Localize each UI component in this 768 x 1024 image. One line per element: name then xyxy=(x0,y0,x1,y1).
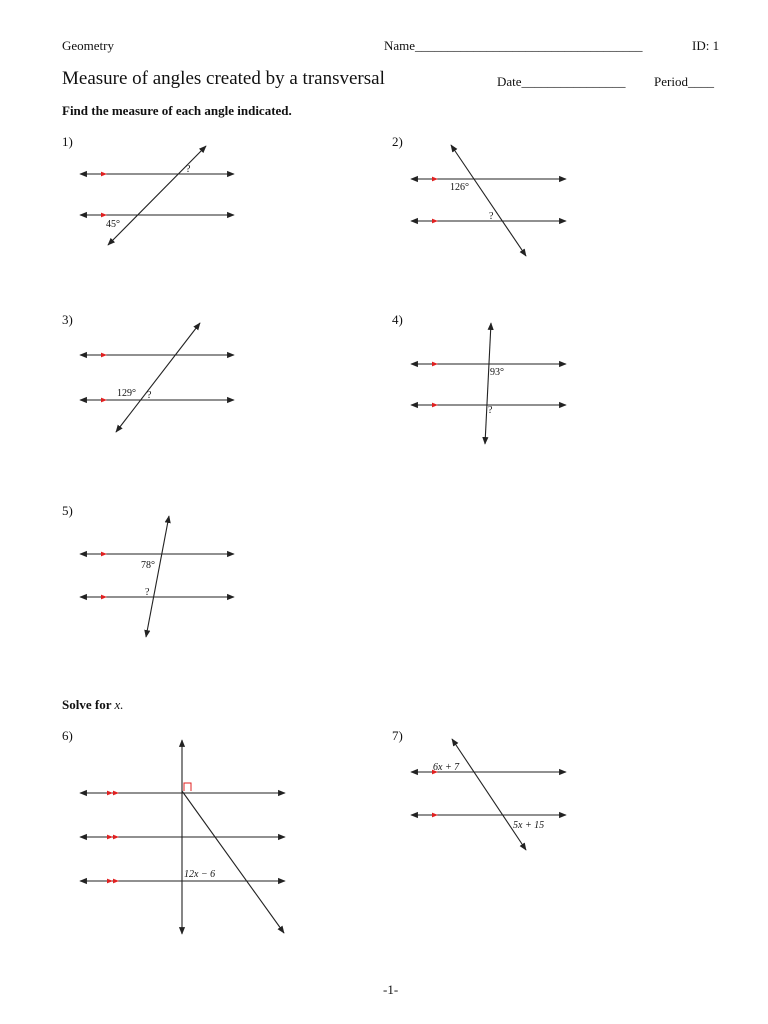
angle-label-given: 45° xyxy=(106,219,120,230)
transversal xyxy=(116,323,200,432)
angle-label-given: 93° xyxy=(490,367,504,378)
section2-instruction: Solve for x. xyxy=(62,697,124,712)
angle-expression: 12x − 6 xyxy=(184,869,216,880)
transversal xyxy=(108,146,206,245)
date-field[interactable]: Date________________ xyxy=(497,74,626,89)
problem-number: 1) xyxy=(62,134,73,149)
angle-label-given: 126° xyxy=(450,182,469,193)
transversal xyxy=(146,516,169,637)
angle-label-unknown: ? xyxy=(488,405,493,416)
page-number: -1- xyxy=(383,982,399,997)
angle-label-given: 129° xyxy=(117,388,136,399)
right-angle-marker xyxy=(184,783,191,791)
angle-label-given: 78° xyxy=(141,560,155,571)
angle-expression: 6x + 7 xyxy=(433,762,460,773)
angle-label-unknown: ? xyxy=(186,164,191,175)
section1-instruction: Find the measure of each angle indicated. xyxy=(62,103,292,118)
problem-number: 2) xyxy=(392,134,403,149)
transversal xyxy=(485,323,491,444)
angle-label-unknown: ? xyxy=(147,390,152,401)
worksheet-title: Measure of angles created by a transversal xyxy=(62,68,385,89)
name-field[interactable]: Name___________________________________ xyxy=(384,38,643,53)
transversal xyxy=(451,145,526,256)
problem-number: 6) xyxy=(62,728,73,743)
transversal xyxy=(452,739,526,850)
angle-expression: 5x + 15 xyxy=(513,820,545,831)
course-label: Geometry xyxy=(62,38,114,53)
period-field[interactable]: Period____ xyxy=(654,74,714,89)
transversal xyxy=(182,791,284,933)
problem-number: 5) xyxy=(62,503,73,518)
problem-number: 4) xyxy=(392,312,403,327)
angle-label-unknown: ? xyxy=(489,211,494,222)
problem-number: 7) xyxy=(392,728,403,743)
id-label: ID: 1 xyxy=(692,38,720,53)
problem-number: 3) xyxy=(62,312,73,327)
angle-label-unknown: ? xyxy=(145,587,150,598)
